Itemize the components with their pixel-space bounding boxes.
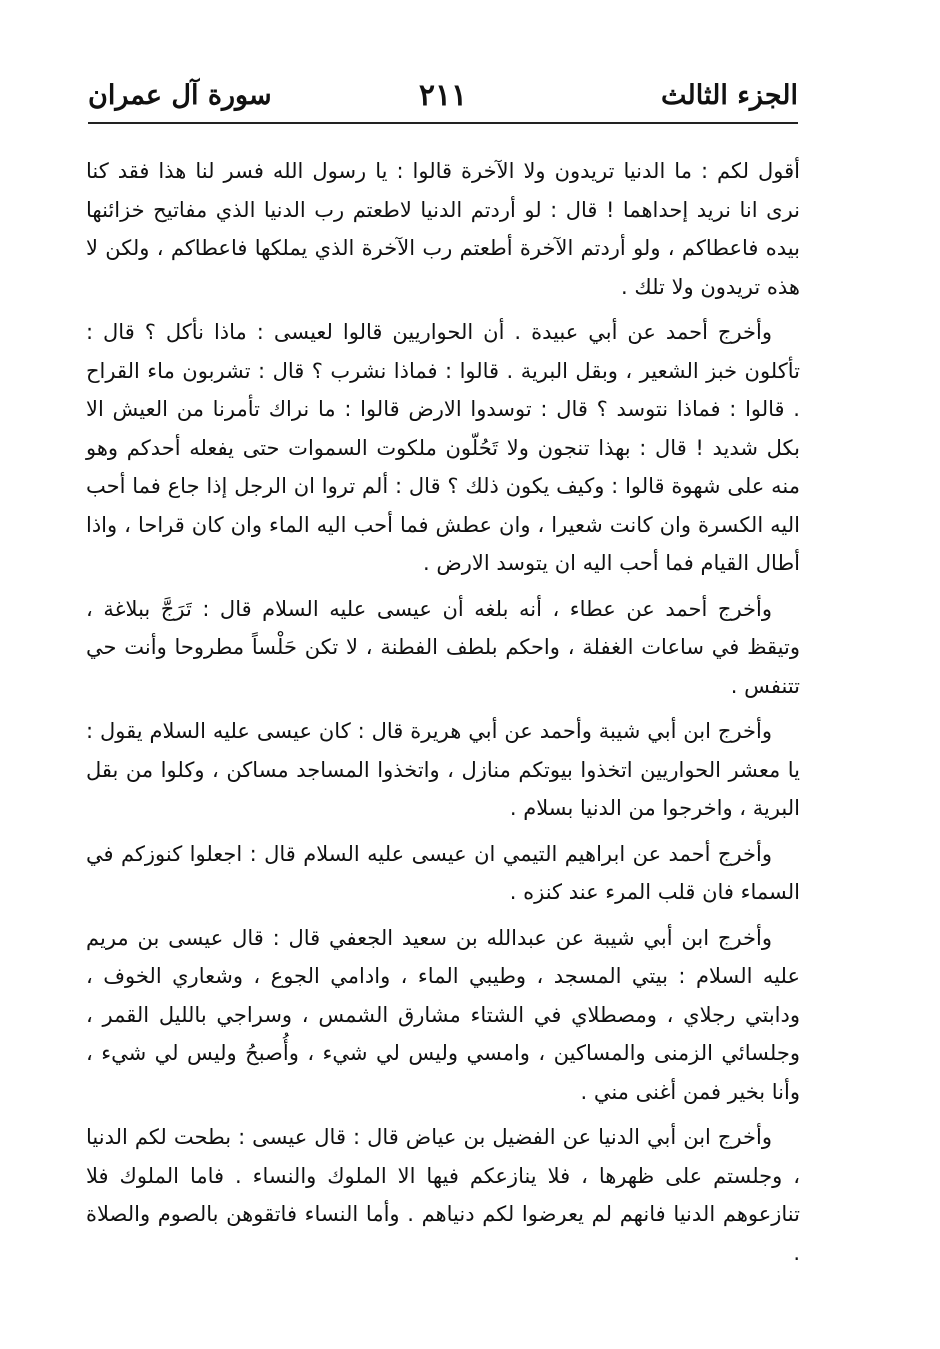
page-body [86, 152, 800, 1279]
paragraph-7: وأخرج ابن أبي الدنيا عن الفضيل بن عياض قال : قال عيسى : بطحت لكم الدنيا ، وجلستم على ظهرها ، فلا ينازعكم فيها الا الملوك والنساء . فاما الملوك فلا تنازعوهم الدنيا فانهم لم يعرضوا لكم دنياهم . وأما النساء فاتقوهن بالصوم والصلاة . [86, 1125, 800, 1265]
paragraph-3: وأخرج أحمد عن عطاء ، أنه بلغه أن عيسى عليه السلام قال : تَرَجَّ ببلاغة ، وتيقظ في ساعات الغفلة ، واحكم بلطف الفطنة ، لا تكن حَلْساً مطروحا وأنت حي تتنفس . [86, 596, 800, 698]
paragraph-2: وأخرج أحمد عن أبي عبيدة . أن الحواريين قالوا لعيسى : ماذا نأكل ؟ قال : تأكلون خبز الشعير ، وبقل البرية . قالوا : فماذا نشرب ؟ قال : تشربون ماء القراح . قالوا : فماذا نتوسد ؟ قال : توسدوا الارض قالوا : ما نراك تأمرنا من العيش الا بكل شديد ! قال : بهذا تنجون ولا تَحُلّون ملكوت السموات حتى يفعله أحدكم وهو منه على شهوة قالوا : وكيف يكون ذلك ؟ قال : ألم تروا ان الرجل إذا جاع فما أحب اليه الكسرة وان كانت شعيرا ، وان عطش فما أحب اليه الماء وان كان قراحا ، واذا أطال القيام فما أحب اليه ان يتوسد الارض . [86, 320, 800, 575]
paragraph-1: أقول لكم : ما الدنيا تريدون ولا الآخرة قالوا : يا رسول الله فسر لنا هذا فقد كنا نرى انا نريد إحداهما ! قال : لو أردتم الدنيا لاطعتم رب الدنيا الذي مفاتيح خزائنها بيده فاعطاكم ، ولو أردتم الآخرة أطعتم رب الآخرة الذي يملكها فاعطاكم ، ولكن لا هذه تريدون ولا تلك . [86, 159, 800, 299]
surah-title: سورة آل عمران [88, 80, 272, 111]
header-rule [88, 122, 798, 124]
paragraph-6: وأخرج ابن أبي شيبة عن عبدالله بن سعيد الجعفي قال : قال عيسى بن مريم عليه السلام : بيتي المسجد ، وطيبي الماء ، وادامي الجوع ، وشعاري الخوف ، ودابتي رجلاي ، ومصطلاي في الشتاء مشارق الشمس ، وسراجي بالليل القمر ، وجلسائي الزمنى والمساكين ، وامسي وليس لي شيء ، وأُصبحُ وليس لي شيء ، وأنا بخير فمن أغنى مني . [86, 925, 800, 1104]
page-header [88, 78, 798, 118]
page-number: ٢١١ [418, 78, 468, 113]
paragraph-5: وأخرج أحمد عن ابراهيم التيمي ان عيسى عليه السلام قال : اجعلوا كنوزكم في السماء فان قلب المرء عند كنزه . [86, 841, 800, 904]
paragraph-4: وأخرج ابن أبي شيبة وأحمد عن أبي هريرة قال : كان عيسى عليه السلام يقول : يا معشر الحواريين اتخذوا بيوتكم منازل ، واتخذوا المساجد مساكن ، وكلوا من بقل البرية ، واخرجوا من الدنيا بسلام . [86, 719, 800, 820]
part-title: الجزء الثالث [661, 80, 798, 111]
